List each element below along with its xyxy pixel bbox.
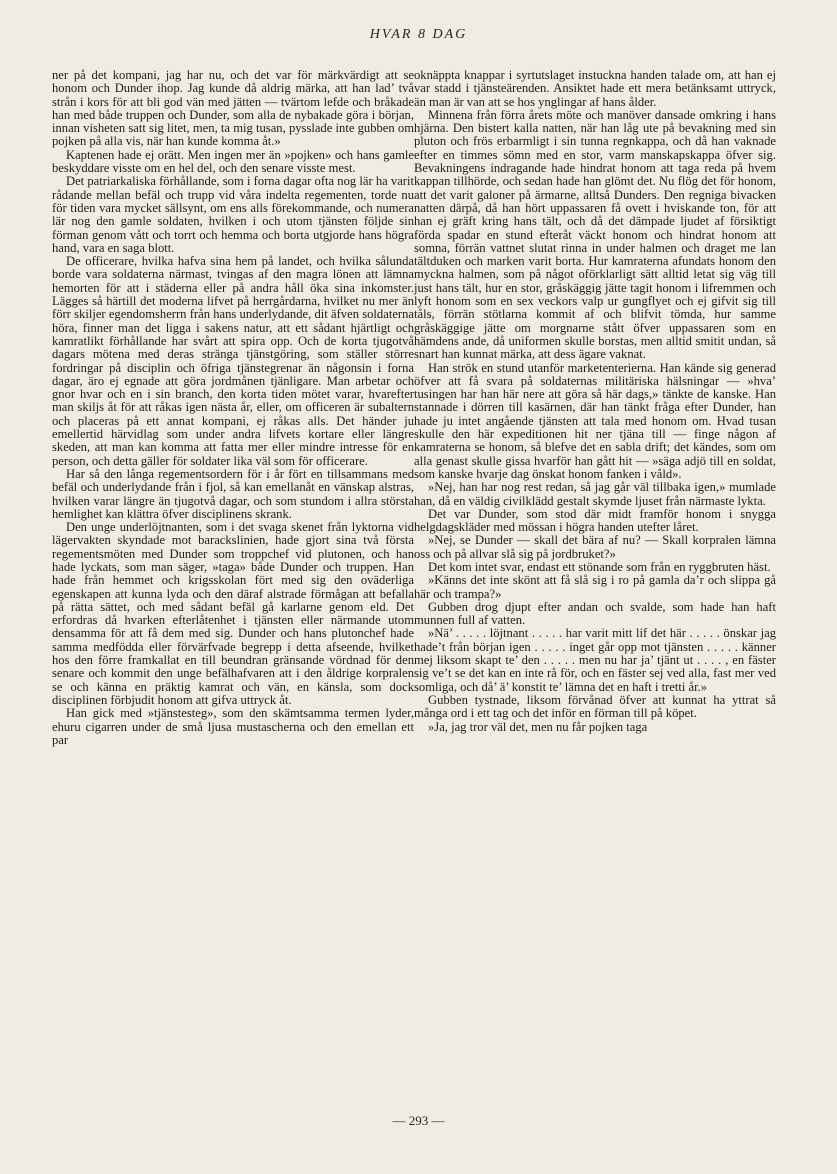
paragraph: Den unge underlöjtnanten, som i det svaga skenet från lyktorna vid lägervakten skyndade mot barackslinien, hade gjort sina två första regementsmöten med Dunder som troppchef vid plutonen, och han hade lyckats, som man säger, »taga» både Dunder och truppen. Han hade från hemmet och krigsskolan fört med sig den oväderliga egenskapen att kunna lyda och den däraf alstrade förmågan att befalla på rätta sättet, och med sådant befäl gå karlarne genom eld. Det erfordras då hvarken efterlåtenhet i tjänsten eller närmande utom densamma för att få dem med sig. Dunder och hans plutonchef hade samma medfödda eller förvärfvade begrepp i detta afseende, hvilket hos den förre framkallat en till beundran gränsande vördnad för den senare och kommit den unge befälhafvaren att i den åldrige korpralen se och känna en präktig kamrat och vän, en känsla, som dock disciplinen förbjudit honom att gifva uttryck åt. <box>52 520 414 707</box>
paragraph: Han strök en stund utanför marketenterierna. Han kände sig generad öfver att få svara på soldaternas militäriska hälsningar — »hva’ tusingen har han här nere att göra så här dags,» tänkte de kanske. Han stannade i dörren till kasärnen, där han tänkt fråga efter Dunder, han hade ju intet angående tjänsten att tala med honom om. Hvad tusan skulle den här expeditionen hit ner tjäna till — finge någon af kamraterna se honom, så blefve det en sabla drift; det kändes, som om alla genast skulle gissa hvarför han gått hit — »säga adjö till en soldat, som kanske hvarje dag önskat honom fanken i våld». <box>414 360 776 481</box>
paragraph: »Ja, jag tror väl det, men nu får pojken taga <box>428 719 648 734</box>
paragraph: Det kom intet svar, endast ett stönande som från en ryggbruten häst. <box>428 559 771 574</box>
paragraph: Har så den långa regementsordern för i år fört en tillsammans med befäl och underlydande från i fjol, så kan emellanåt en vänskap alstras, hvilken varar längre än tjugotvå dagar, och som stundom i allra största hemlighet kan klättra öfver disciplinens skrank. <box>52 466 414 521</box>
paragraph: Han gick med »tjänstesteg», som den skämtsamma termen lyder, ehuru cigarren under de små ljusa mustascherna och den emellan ett par <box>52 706 414 747</box>
paragraph: Kaptenen hade ej orätt. Men ingen mer än »pojken» och hans gamle beskyddare visste om en hel del, och den senare visste mest. <box>52 147 414 176</box>
running-header: HVAR 8 DAG <box>369 27 468 42</box>
paragraph: De officerare, hvilka hafva sina hem på landet, och hvilka sålunda borde vara soldaterna närmast, tvingas af den magra lönen att lämna hemorten för att i städerna eller på andra håll öka sina inkomster. Lägges så härtill det moderna lifvet på herrgårdarna, hvilket nu mer än förr skiljer egendomsherrn från hans underlydande, dit äfven soldaterna höra, finner man det ligga i sakens natur, att ett sådant hjärtligt och kamratlikt förhållande har svårt att spira opp. Och de korta tjugotvå dagars mötena med deras stränga tjänstgöring, som ställer större fordringar på disciplin och öfriga tjänstegrenar än någonsin i forna dagar, äro ej egnade att göra jordmånen tjänligare. Man arbetar och gnor hvar och en i sin branch, den korta tiden mötet varar, hvarefter man skiljs åt för att råkas igen nästa år, eller, om officeren är subaltern och placeras på ett annat kompani, ej råkas alls. Det händer ju emellertid härvidlag som under andra lifvets kortare eller längre skeden, att man kan komma att fatta mer eller mindre intresse för en person, och detta gäller för soldater lika väl som för officerare. <box>52 254 414 468</box>
paragraph: Minnena från förra årets möte och manöver dansade omkring i hans hjärna. Den bistert kalla natten, när han låg ute på bevakning med sin pluton och frös erbarmligt i sin tunna regnkappa, och då han vaknade efter en timmes sömn med en stor, varm manskapskappa öfver sig. Bevakningens indragande hade hindrat honom att taga reda på hvem kappan tillhörde, och sedan hade han glömt det. Nu flög det för honom, att det varit galoner på ärmarne, alltså Dunders. Den regniga bivacken natten därpå, då han hört uppassaren få ovett i hviskande ton, för att han ej gräft kring hans tält, och då det dämpade ljudet af försiktigt förda spadar en stund efteråt väckt honom och hindrat honom att somna, förrän vattnet slutat rinna in under halmen och draget me lan tältduken och marken varit borta. Hur kamraterna afundats honom den myckna halmen, som på något oförklarligt sätt alltid letat sig väg till just hans tält, hur en stor, gråskäggig jätte tagit honom i lifremmen och lyft honom som en sex veckors valp ur gungflyet och ej gifvit sig till tåls, förrän stötlarna kommit af och blifvit tömda, hur samme gråskäggige jätte om morgnarne stått öfver uppassaren som en hämdens ande, då uniformen skulle borstas, men alltid smitit undan, så snart han kunnat märka, att dess ägare vaknat. <box>414 107 776 362</box>
paragraph: Gubben tystnade, liksom förvånad öfver att kunnat ha yttrat så många ord i ett tag och det inför en förman till på köpet. <box>414 692 776 721</box>
paragraph: ner på det kompani, jag har nu, och det var för märkvärdigt att se honom och Dunder ihop. Jag kunde då aldrig märka, att han lad’ två strån i kors för att bli god vän med jätten — tvärtom lefde och bråkade han med både truppen och Dunder, som alla de nybakade göra i början, innan visheten satt sig litet, men, ta mig tusan, pysslade inte gubben om pojken på alla vis, när han kunde komma åt.» <box>52 68 414 149</box>
paragraph: Gubben drog djupt efter andan och svalde, som hade han haft munnen full af vatten. <box>414 599 776 628</box>
paragraph: oknäppta knappar i syrtutslaget instuckna handen talade om, att han ej var stadd i tjänsteärenden. Ansiktet hade ett mera betänksamt uttryck, än man är van att se hos ynglingar af hans ålder. <box>414 68 776 109</box>
paragraph: Det var Dunder, som stod där midt framför honom i snygga helgdagskläder med mössan i högra handen utefter låret. <box>414 506 776 535</box>
paragraph: Det patriarkaliska förhållande, som i forna dagar ofta nog lär ha varit rådande mellan befäl och trupp vid våra indelta regementen, torde nu för tiden vara mycket sällsynt, om ens alls förekommande, och numera lär nog den gamle soldaten, hvilken i och utom tjänsten följde sin förman genom vått och torrt och hemma och borta utgjorde hans högra hand, vara en saga blott. <box>52 174 414 255</box>
paragraph: »Nä’ . . . . . löjtnant . . . . . har varit mitt lif det här . . . . . önskar jag hade’t från början igen . . . . . inget går opp mot tjänsten . . . . . känner mej liksom skapt te’ den . . . . . men nu har ja’ tjänt ut . . . . , en fäster sig ve’t se det kan en inte rå för, och en fäster sej ved alla, fast mer ved somliga, och då’ ä’ konstit te’ lämna det en haft i tretti år.» <box>414 626 776 694</box>
paragraph: »Nej, se Dunder — skall det bära af nu? — Skall korpralen lämna oss och på allvar slå sig på jordbruket?» <box>414 533 776 561</box>
left-text-column <box>52 69 414 747</box>
paragraph: »Nej, han har nog rest redan, så jag går väl tillbaka igen,» mumlade han, då en väldig civilklädd gestalt skymde ljuset från närmaste lykta. <box>414 480 776 508</box>
right-text-column <box>414 69 776 734</box>
paragraph: »Känns det inte skönt att få slå sig i ro på gamla da’r och slippa gå här och trampa?» <box>414 573 776 601</box>
page-number: — 293 — <box>392 1113 445 1128</box>
